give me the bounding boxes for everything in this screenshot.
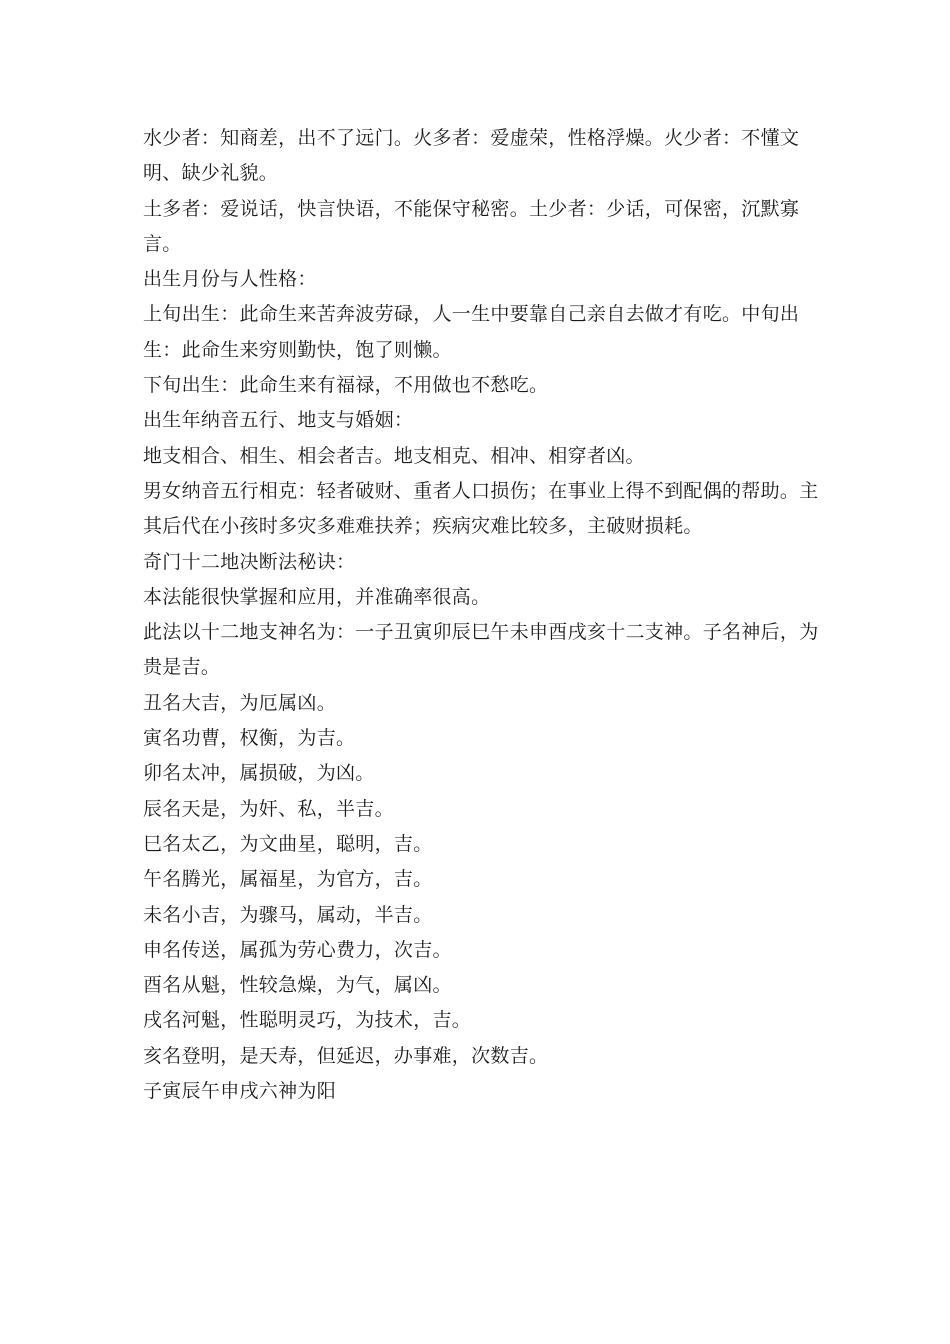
document-body bbox=[143, 121, 823, 1109]
list-item-you: 酉名从魁，性较急燥，为气，属凶。 bbox=[143, 974, 452, 997]
paragraph-branch-relations: 地支相合、相生、相会者吉。地支相克、相冲、相穿者凶。 bbox=[143, 444, 645, 467]
heading-qimen-secret: 奇门十二地决断法秘诀： bbox=[143, 550, 356, 573]
paragraph-yang-spirits: 子寅辰午申戌六神为阳 bbox=[143, 1080, 337, 1103]
paragraph-water-fire: 水少者：知商差，出不了远门。火多者：爱虚荣，性格浮燥。火少者：不懂文明、缺少礼貌。 bbox=[143, 127, 800, 185]
heading-birth-month: 出生月份与人性格： bbox=[143, 268, 317, 291]
list-item-hai: 亥名登明，是天寿，但延迟，办事难，次数吉。 bbox=[143, 1044, 549, 1067]
list-item-shen: 申名传送，属孤为劳心费力，次吉。 bbox=[143, 938, 452, 961]
paragraph-method-intro: 本法能很快掌握和应用，并准确率很高。 bbox=[143, 585, 491, 608]
list-item-wei: 未名小吉，为骤马，属动，半吉。 bbox=[143, 903, 433, 926]
list-item-wu: 午名腾光，属福星，为官方，吉。 bbox=[143, 868, 433, 891]
heading-marriage: 出生年纳音五行、地支与婚姻： bbox=[143, 409, 414, 432]
paragraph-nayin-conflict: 男女纳音五行相克：轻者破财、重者人口损伤；在事业上得不到配偶的帮助。主其后代在小孩时多灾多难难扶养；疾病灾难比较多，主破财损耗。 bbox=[143, 479, 819, 538]
paragraph-late-month: 下旬出生：此命生来有福禄，不用做也不愁吃。 bbox=[143, 374, 549, 397]
list-item-xu: 戌名河魁，性聪明灵巧，为技术，吉。 bbox=[143, 1009, 472, 1032]
list-item-yin: 寅名功曹，权衡，为吉。 bbox=[143, 727, 356, 750]
list-item-chou: 丑名大吉，为厄属凶。 bbox=[143, 691, 337, 714]
paragraph-twelve-spirits: 此法以十二地支神名为：一子丑寅卯辰巳午未申酉戌亥十二支神。子名神后，为贵是吉。 bbox=[143, 621, 819, 679]
list-item-mao: 卯名太冲，属损破，为凶。 bbox=[143, 762, 375, 785]
paragraph-earth: 土多者：爱说话，快言快语，不能保守秘密。土少者：少话，可保密，沉默寡言。 bbox=[143, 197, 800, 255]
list-item-chen: 辰名天是，为奸、私，半吉。 bbox=[143, 797, 394, 820]
list-item-si: 巳名太乙，为文曲星，聪明，吉。 bbox=[143, 832, 433, 855]
paragraph-early-mid-month: 上旬出生：此命生来苦奔波劳碌，人一生中要靠自己亲自去做才有吃。中旬出生：此命生来穷则勤快，饱了则懒。 bbox=[143, 303, 800, 361]
